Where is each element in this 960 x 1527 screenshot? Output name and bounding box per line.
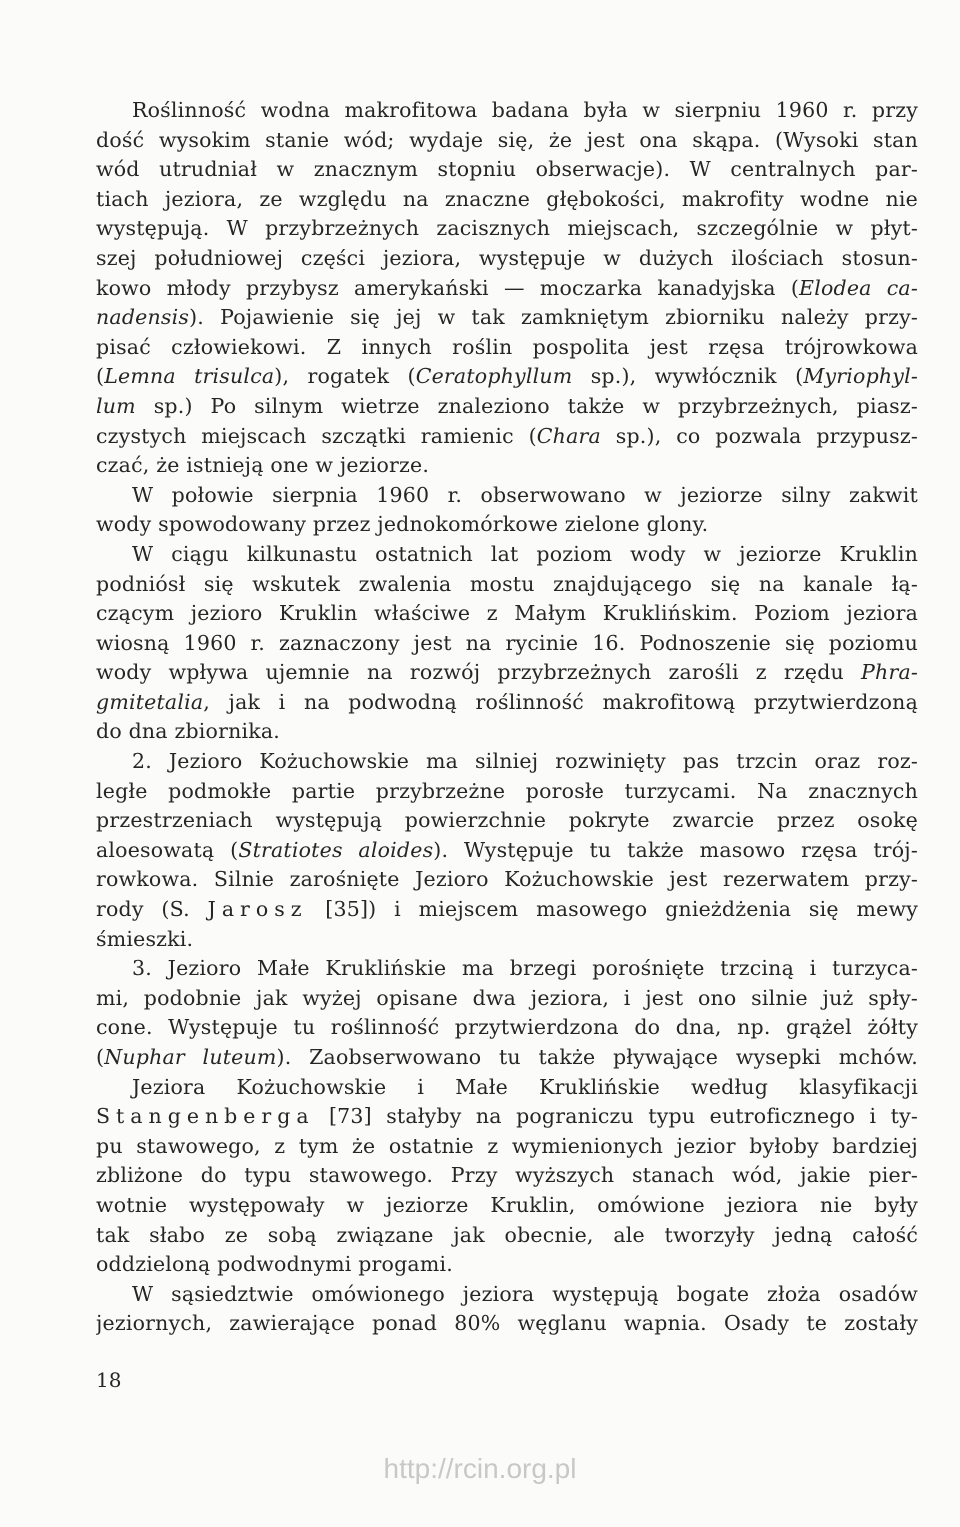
text-line: wód utrudniał w znacznym stopniu obserwacje). W centralnych par- (96, 157, 918, 182)
text-line: występują. W przybrzeżnych zacisznych miejscach, szczególnie w płyt- (96, 216, 918, 241)
page-number: 18 (96, 1368, 122, 1392)
text-line: pisać człowiekowi. Z innych roślin pospolita jest rzęsa trójrowkowa (96, 334, 918, 359)
text-line: wotnie występowały w jeziorze Kruklin, omówione jeziora nie były (96, 1192, 918, 1217)
text-line: oddzieloną podwodnymi progami. (96, 1252, 453, 1277)
text-line: ległe podmokłe partie przybrzeżne porosłe turzycami. Na znacznych (96, 778, 918, 803)
text-line: szej południowej części jeziora, występuje w dużych ilościach stosun- (96, 245, 918, 270)
text-line: wiosną 1960 r. zaznaczony jest na rycinie 16. Podnoszenie się poziomu (96, 630, 918, 655)
text-line: W ciągu kilkunastu ostatnich lat poziom wody w jeziorze Kruklin (132, 541, 918, 566)
text-line: rowkowa. Silnie zarośnięte Jezioro Kożuchowskie jest rezerwatem przy- (96, 867, 918, 892)
text-line: Jeziora Kożuchowskie i Małe Kruklińskie według klasyfikacji (132, 1074, 918, 1099)
text-line: W sąsiedztwie omówionego jeziora występują bogate złoża osadów (132, 1281, 918, 1306)
text-line: tak słabo ze sobą związane jak obecnie, ale tworzyły jedną całość (96, 1222, 918, 1247)
text-line: lum sp.) Po silnym wietrze znaleziono także w przybrzeżnych, piasz- (96, 393, 918, 418)
text-line: gmitetalia, jak i na podwodną roślinność makrofitową przytwierdzoną (96, 689, 918, 714)
text-line: rody (S. Jarosz [35]) i miejscem masowego gnieżdżenia się mewy (96, 897, 918, 922)
text-line: (Lemna trisulca), rogatek (Ceratophyllum sp.), wywłócznik (Myriophyl- (96, 364, 918, 389)
text-line: wody wpływa ujemnie na rozwój przybrzeżnych zarośli z rzędu Phra- (96, 660, 918, 685)
text-line: czącym jezioro Kruklin właściwe z Małym Kruklińskim. Poziom jeziora (96, 601, 918, 626)
text-line: przestrzeniach występują powierzchnie pokryte zwarcie przez osokę (96, 808, 918, 833)
text-line: do dna zbiornika. (96, 719, 280, 744)
text-line: czystych miejscach szczątki ramienic (Chara sp.), co pozwala przypusz- (96, 423, 918, 448)
text-line: mi, podobnie jak wyżej opisane dwa jeziora, i jest ono silnie już spły- (96, 985, 918, 1010)
text-line: zbliżone do typu stawowego. Przy wyższych stanach wód, jakie pier- (96, 1163, 918, 1188)
text-line: śmieszki. (96, 926, 194, 951)
text-line: kowo młody przybysz amerykański — moczarka kanadyjska (Elodea ca- (96, 275, 918, 300)
text-line: podniósł się wskutek zwalenia mostu znajdującego się na kanale łą- (96, 571, 918, 596)
text-line: W połowie sierpnia 1960 r. obserwowano w jeziorze silny zakwit (132, 482, 918, 507)
text-line: tiach jeziora, ze względu na znaczne głębokości, makrofity wodne nie (96, 186, 918, 211)
text-line: wody spowodowany przez jednokomórkowe zielone glony. (96, 512, 709, 537)
text-line: 2. Jezioro Kożuchowskie ma silniej rozwinięty pas trzcin oraz roz- (132, 749, 918, 774)
text-line: Roślinność wodna makrofitowa badana była w sierpniu 1960 r. przy (132, 98, 918, 122)
text-line: jeziornych, zawierające ponad 80% węglanu wapnia. Osady te zostały (96, 1311, 918, 1336)
text-line: 3. Jezioro Małe Kruklińskie ma brzegi porośnięte trzciną i turzyca- (132, 956, 918, 981)
text-line: czać, że istnieją one w jeziorze. (96, 453, 430, 478)
text-line: cone. Występuje tu roślinność przytwierdzona do dna, np. grążel żółty (96, 1015, 918, 1040)
text-line: Stangenberga [73] stałyby na pograniczu typu eutroficznego i ty- (96, 1104, 918, 1129)
footer-watermark-url: http://rcin.org.pl (383, 1453, 577, 1484)
text-line: aloesowatą (Stratiotes aloides). Występuje tu także masowo rzęsa trój- (96, 837, 918, 862)
text-line: pu stawowego, z tym że ostatnie z wymienionych jezior byłoby bardziej (96, 1133, 918, 1158)
text-line: (Nuphar luteum). Zaobserwowano tu także pływające wysepki mchów. (96, 1045, 918, 1069)
text-line: nadensis). Pojawienie się jej w tak zamkniętym zbiorniku należy przy- (96, 305, 918, 330)
body-text (96, 96, 918, 1339)
text-line: dość wysokim stanie wód; wydaje się, że jest ona skąpa. (Wysoki stan (96, 127, 918, 152)
